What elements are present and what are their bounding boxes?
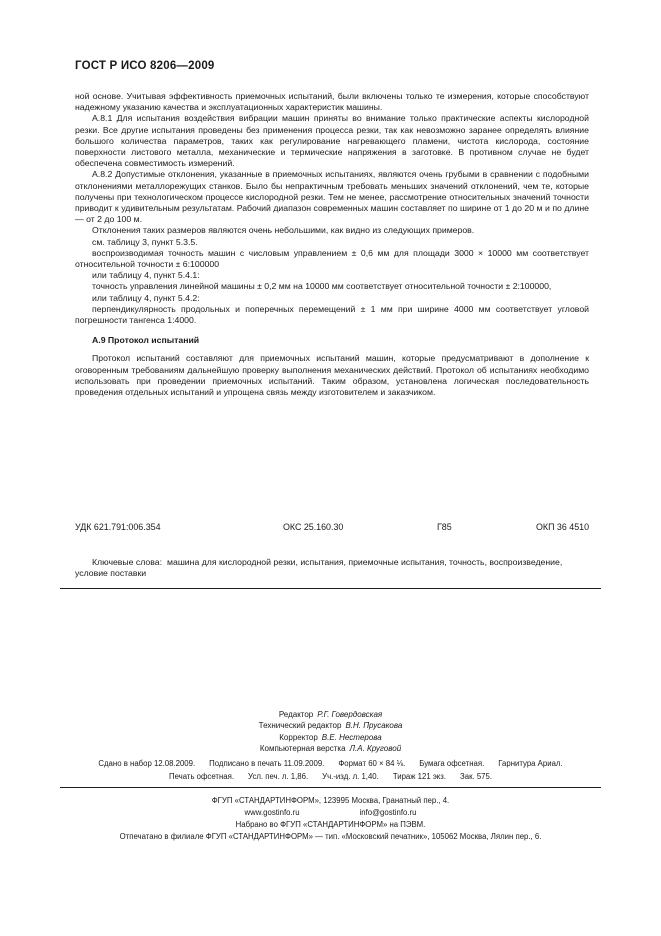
editor-role: Корректор bbox=[279, 732, 318, 742]
paragraph: см. таблицу 3, пункт 5.3.5. bbox=[92, 236, 198, 247]
editor-role: Компьютерная верстка bbox=[259, 744, 346, 754]
publisher-contacts bbox=[0, 807, 661, 819]
horizontal-rule bbox=[60, 588, 601, 589]
editor-line bbox=[0, 709, 661, 720]
keywords-paragraph bbox=[75, 557, 589, 580]
publisher-address: ФГУП «СТАНДАРТИНФОРМ», 123995 Москва, Гранатный пер., 4. bbox=[211, 796, 450, 805]
imprint-item: Сдано в набор 12.08.2009. bbox=[98, 759, 196, 768]
imprint-item: Печать офсетная. bbox=[168, 772, 235, 781]
imprint-item: Уч.-изд. л. 1,40. bbox=[322, 772, 379, 781]
horizontal-rule bbox=[60, 787, 601, 788]
editorial-staff-block bbox=[0, 709, 661, 755]
body-text bbox=[75, 91, 589, 398]
imprint-item: Зак. 575. bbox=[460, 772, 493, 781]
paragraph: Отклонения таких размеров являются очень небольшими, как видно из следующих примеров. bbox=[92, 225, 475, 236]
editor-name: Л.А. Круговой bbox=[349, 744, 402, 754]
editor-role: Технический редактор bbox=[258, 721, 342, 731]
section-heading-a9: А.9 Протокол испытаний bbox=[92, 335, 200, 346]
classification-codes-row bbox=[75, 522, 589, 534]
paragraph-a8-2: А.8.2 Допустимые отклонения, указанные в приемочных испытаниях, являются очень грубыми в сравнении с подобными отклонениями металлорежущих станков. Было бы непрактичным требовать меньших значений отклонений, чем те, которые получены при технологическом процессе кислородной резки. Тем не менее, рассмотрение относительных значений точности приводит к удивительным результатам. Рабочий диапазон современных машин составляет по ширине от 1 до 20 м и по длине — от 2 до 100 м. bbox=[75, 169, 589, 225]
imprint-item: Формат 60 × 84 ⅛. bbox=[338, 759, 406, 768]
editor-name: Р.Г. Говердовская bbox=[317, 710, 383, 719]
publisher-website: www.gostinfo.ru bbox=[244, 808, 300, 817]
imprint-item: Подписано в печать 11.09.2009. bbox=[209, 759, 325, 768]
okp-code: ОКП 36 4510 bbox=[536, 522, 589, 532]
oks-code: ОКС 25.160.30 bbox=[283, 522, 344, 532]
editor-line bbox=[0, 743, 661, 754]
paragraph: или таблицу 4, пункт 5.4.2: bbox=[92, 292, 200, 303]
paragraph-a9: Протокол испытаний составляют для приемочных испытаний машин, которые предусматривают в дополнение к оговоренным требованиям дальнейшую проверку выполнения механических действий. Протокол об испытаниях необходимо использовать при проведении приемочных испытаний. Таким образом, установлена логическая последовательность проведения отдельных испытаний и упрощена связь между изготовителем и заказчиком. bbox=[75, 353, 589, 398]
paragraph: воспроизводимая точность машин с числовым управлением ± 0,6 мм для площади 3000 × 10000 мм соответствует относительной точности ± 6:100000 bbox=[75, 247, 589, 270]
imprint-item: Гарнитура Ариал. bbox=[498, 759, 563, 768]
typeset-note: Набрано во ФГУП «СТАНДАРТИНФОРМ» на ПЭВМ. bbox=[235, 820, 426, 829]
paragraph: ной основе. Учитывая эффективность приемочных испытаний, были включены только те измерения, которые способствуют надежному указанию качества и эксплуатационных характеристик машины. bbox=[75, 91, 589, 113]
udk-code: УДК 621.791:006.354 bbox=[75, 522, 161, 532]
standard-designation: ГОСТ Р ИСО 8206—2009 bbox=[75, 60, 215, 72]
keywords-label: Ключевые слова: bbox=[92, 556, 163, 567]
keywords-text: машина для кислородной резки, испытания, приемочные испытания, точность, воспроизведение, условие поставки bbox=[75, 556, 563, 579]
imprint-line-2 bbox=[0, 772, 661, 781]
imprint-item: Тираж 121 экз. bbox=[392, 772, 447, 781]
paragraph: точность управления линейной машины ± 0,2 мм на 10000 мм соответствует относительной точности ± 2:100000, bbox=[92, 281, 552, 292]
paragraph: или таблицу 4, пункт 5.4.1: bbox=[92, 270, 200, 281]
publisher-email: info@gostinfo.ru bbox=[359, 808, 417, 817]
printed-note: Отпечатано в филиале ФГУП «СТАНДАРТИНФОРМ» — тип. «Московский печатник», 105062 Москва, Лялин пер., 6. bbox=[119, 832, 542, 841]
imprint-line-1 bbox=[0, 759, 661, 768]
editor-name: В.Н. Прусакова bbox=[345, 721, 403, 731]
editor-name: В.Е. Нестерова bbox=[321, 732, 382, 742]
paragraph-a8-1: А.8.1 Для испытания воздействия вибрации машин приняты во внимание только практические аспекты кислородной резки. Все другие испытания проведены без применения процесса резки, так как невозможно заранее определять влияние большого количества параметров, таких как регулирование нагревающего пламени, чистота кислорода, состояние поверхности листового металла, механические и термические напряжения в заготовке. В противном случае не будет обеспечена совместимость измерений. bbox=[75, 113, 589, 169]
paragraph: перпендикулярность продольных и поперечных перемещений ± 1 мм при ширине 4000 мм соответствует угловой погрешности тангенса 1:4000. bbox=[75, 303, 589, 326]
imprint-item: Бумага офсетная. bbox=[419, 759, 485, 768]
g-code: Г85 bbox=[437, 522, 452, 532]
editor-role: Редактор bbox=[278, 710, 314, 719]
imprint-item: Усл. печ. л. 1,86. bbox=[248, 772, 309, 781]
publisher-block bbox=[0, 795, 661, 843]
editor-line bbox=[0, 720, 661, 731]
editor-line bbox=[0, 732, 661, 743]
